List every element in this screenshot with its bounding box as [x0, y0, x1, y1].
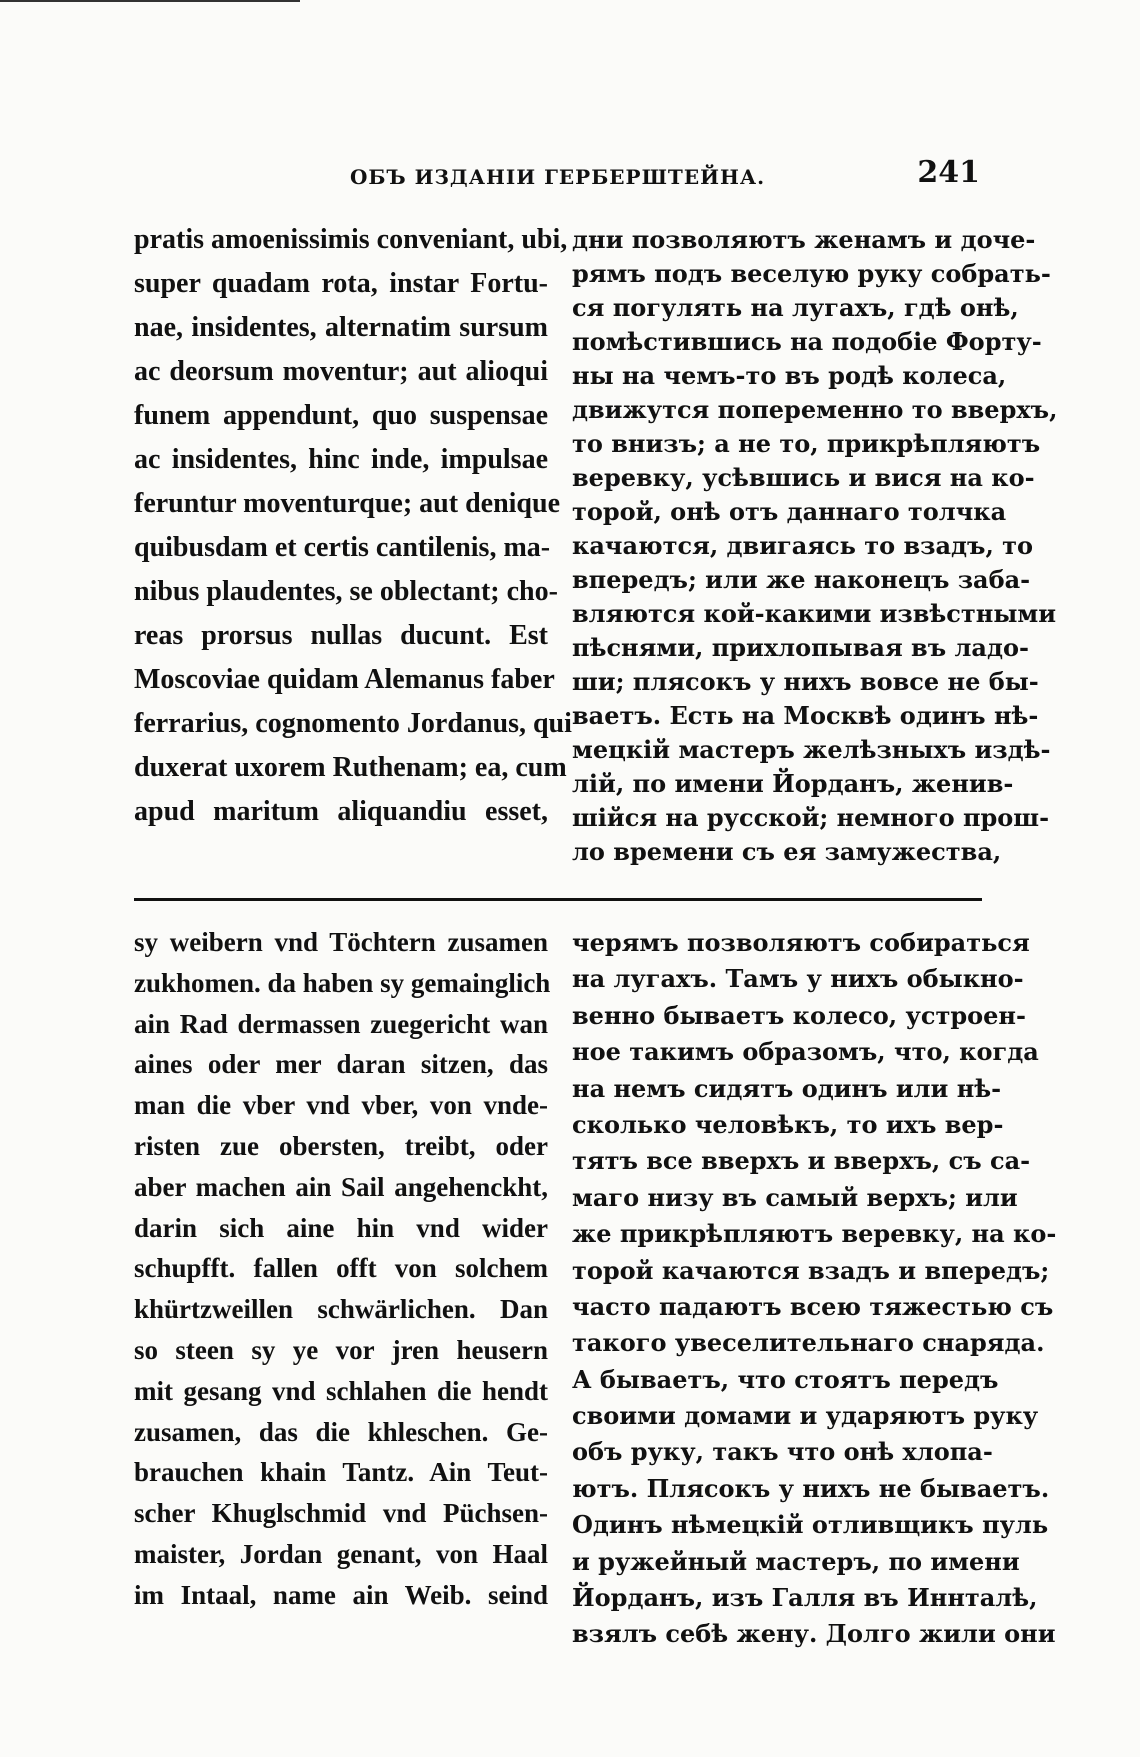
- text-line: лій, по имени Йорданъ, женив-: [572, 769, 1014, 798]
- text-line: ное такимъ образомъ, что, когда: [572, 1037, 1039, 1067]
- text-line: ac deorsum moventur; aut alioqui: [134, 356, 548, 387]
- page-number: 241: [917, 155, 980, 190]
- text-line: на лугахъ. Тамъ у нихъ обыкно-: [572, 964, 1024, 994]
- text-line: maister, Jordan genant, von Haal: [134, 1538, 548, 1569]
- text-line: дни позволяютъ женамъ и доче-: [572, 225, 1036, 254]
- text-line: помѣстившись на подобіе Форту-: [572, 327, 1042, 356]
- text-line: khürtzweillen schwärlichen. Dan: [134, 1294, 548, 1325]
- text-line: шійся на русской; немного прош-: [572, 803, 1050, 832]
- text-line: man die vber vnd vber, von vnde-: [134, 1090, 548, 1121]
- text-line: aber machen ain Sail angehenckht,: [134, 1171, 548, 1202]
- text-line: ferrarius, cognomento Jordanus, qui: [134, 708, 572, 739]
- text-line: Moscoviae quidam Alemanus faber: [134, 664, 555, 695]
- text-line: duxerat uxorem Ruthenam; ea, cum: [134, 752, 567, 783]
- text-line: и ружейный мастеръ, по имени: [572, 1546, 1020, 1576]
- top-edge-rule: [0, 0, 300, 2]
- text-line: feruntur moventurque; aut denique: [134, 488, 561, 519]
- text-line: впередъ; или же наконецъ заба-: [572, 565, 1031, 594]
- text-line: веревку, усѣвшись и вися на ко-: [572, 463, 1035, 492]
- text-line: движутся попеременно то вверхъ,: [572, 395, 1058, 424]
- text-line: маго низу въ самый верхъ; или: [572, 1182, 1018, 1212]
- text-line: на немъ сидятъ одинъ или нѣ-: [572, 1073, 1002, 1103]
- text-line: пѣснями, прихлопывая въ ладо-: [572, 633, 1029, 662]
- text-line: черямъ позволяютъ собираться: [572, 928, 1030, 957]
- text-line: funem appendunt, quo suspensae: [134, 400, 548, 431]
- text-line: zukhomen. da haben sy gemainglich: [134, 967, 551, 998]
- german-text-column: [134, 922, 551, 1616]
- section-divider: [134, 898, 982, 901]
- text-line: ши; плясокъ у нихъ вовсе не бы-: [572, 667, 1039, 696]
- russian-translation-top-column: [572, 223, 1058, 869]
- text-line: взялъ себѣ жену. Долго жили они: [572, 1619, 1056, 1649]
- text-line: pratis amoenissimis conveniant, ubi,: [134, 224, 568, 255]
- text-line: darin sich aine hin vnd wider: [134, 1212, 548, 1243]
- text-line: Йорданъ, изъ Галля въ Иннталѣ,: [572, 1583, 1038, 1613]
- page-header: [130, 155, 980, 195]
- text-line: торой, онѣ отъ даннаго толчка: [572, 497, 1007, 526]
- text-line: aines oder mer daran sitzen, das: [134, 1049, 548, 1080]
- text-line: своими домами и ударяютъ руку: [572, 1401, 1039, 1431]
- text-line: brauchen khain Tantz. Ain Teut-: [134, 1457, 548, 1488]
- text-line: же прикрѣпляютъ веревку, на ко-: [572, 1219, 1057, 1249]
- text-line: рямъ подъ веселую руку собрать-: [572, 259, 1051, 288]
- text-line: ваетъ. Есть на Москвѣ одинъ нѣ-: [572, 701, 1039, 730]
- text-line: apud maritum aliquandiu esset,: [134, 796, 548, 827]
- text-line: тятъ все вверхъ и вверхъ, съ са-: [572, 1146, 1031, 1176]
- running-title: ОБЪ ИЗДАНІИ ГЕРБЕРШТЕЙНА.: [350, 165, 766, 189]
- text-line: качаются, двигаясь то взадъ, то: [572, 531, 1034, 560]
- text-line: nibus plaudentes, se oblectant; cho-: [134, 576, 558, 607]
- text-line: вляются кой-какими извѣстными: [572, 599, 1057, 628]
- text-line: scher Khuglschmid vnd Püchsen-: [134, 1498, 548, 1529]
- text-line: такого увеселительнаго снаряда.: [572, 1328, 1045, 1358]
- russian-translation-bottom-column: [572, 925, 1057, 1653]
- latin-text-column: [134, 218, 572, 834]
- text-line: im Intaal, name ain Weib. seind: [134, 1579, 548, 1610]
- text-line: объ руку, такъ что онѣ хлопа-: [572, 1437, 993, 1467]
- text-line: zusamen, das die khleschen. Ge-: [134, 1416, 548, 1447]
- text-line: венно бываетъ колесо, устроен-: [572, 1000, 1026, 1030]
- text-line: schupfft. fallen offt von solchem: [134, 1253, 548, 1284]
- text-line: sy weibern vnd Töchtern zusamen: [134, 927, 548, 957]
- text-line: mit gesang vnd schlahen die hendt: [134, 1375, 548, 1406]
- text-line: reas prorsus nullas ducunt. Est: [134, 620, 548, 651]
- text-line: А бываетъ, что стоятъ передъ: [572, 1364, 999, 1394]
- text-line: ain Rad dermassen zuegericht wan: [134, 1008, 548, 1039]
- text-line: Одинъ нѣмецкій отливщикъ пуль: [572, 1510, 1049, 1540]
- text-line: торой качаются взадъ и впередъ;: [572, 1255, 1050, 1285]
- text-line: ло времени съ ея замужества,: [572, 837, 1002, 866]
- text-line: super quadam rota, instar Fortu-: [134, 268, 548, 299]
- text-line: сколько человѣкъ, то ихъ вер-: [572, 1109, 1004, 1139]
- text-line: nae, insidentes, alternatim sursum: [134, 312, 548, 343]
- text-line: часто падаютъ всею тяжестью съ: [572, 1291, 1054, 1321]
- text-line: мецкій мастеръ желѣзныхъ издѣ-: [572, 735, 1051, 764]
- text-line: ся погулять на лугахъ, гдѣ онѣ,: [572, 293, 1019, 322]
- text-line: ac insidentes, hinc inde, impulsae: [134, 444, 548, 475]
- text-line: ны на чемъ-то въ родѣ колеса,: [572, 361, 1007, 390]
- text-line: ютъ. Плясокъ у нихъ не бываетъ.: [572, 1473, 1050, 1503]
- text-line: quibusdam et certis cantilenis, ma-: [134, 532, 551, 563]
- text-line: risten zue obersten, treibt, oder: [134, 1130, 548, 1161]
- text-line: so steen sy ye vor jren heusern: [134, 1334, 548, 1365]
- text-line: то внизъ; а не то, прикрѣпляютъ: [572, 429, 1041, 458]
